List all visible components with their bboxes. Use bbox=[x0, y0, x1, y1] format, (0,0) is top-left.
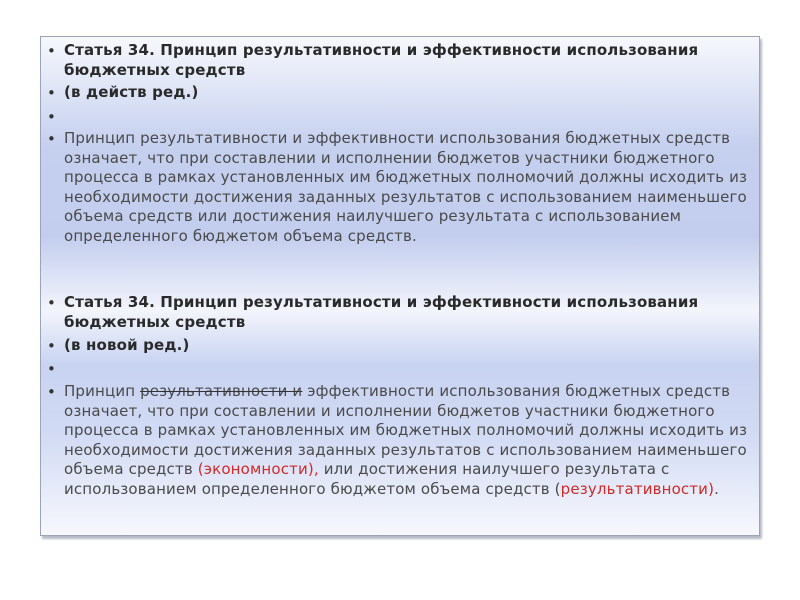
bullet-7-empty: • bbox=[47, 360, 56, 378]
article-heading-current: Статья 34. Принцип результативности и эффективности использования бюджетных средств bbox=[64, 41, 699, 79]
bullet-3-empty: • bbox=[47, 108, 56, 126]
bullet-8: • bbox=[47, 383, 56, 401]
principle-text-new-part2: эффективности использования бюджетных средств означает, что при составлении и исполнении бюджетов участники бюджетного процесса в рамках установленных им бюджетных полномочий должны исходить из необходимости достижения заданных результатов с использованием наименьшего объема средств bbox=[64, 382, 748, 478]
bullet-4: • bbox=[47, 130, 56, 148]
bullet-2: • bbox=[47, 84, 56, 102]
bullet-1: • bbox=[47, 42, 56, 60]
bullet-5: • bbox=[47, 294, 56, 312]
edition-label-current: (в действ ред.) bbox=[64, 83, 199, 101]
principle-text-new bbox=[64, 382, 754, 499]
article-heading-new: Статья 34. Принцип результативности и эффективности использования бюджетных средств bbox=[64, 293, 699, 331]
principle-text-new-part1: Принцип bbox=[64, 382, 141, 400]
principle-text-new-part3: или достижения наилучшего результата с использованием определенного бюджетом объема средств ( bbox=[64, 460, 670, 498]
text-panel bbox=[40, 36, 760, 536]
struck-out-text: результативности и bbox=[140, 382, 303, 400]
principle-text-new-part4: . bbox=[714, 479, 720, 498]
edition-label-new: (в новой ред.) bbox=[64, 336, 190, 354]
highlight-economy: (экономности), bbox=[197, 460, 319, 478]
bullet-6: • bbox=[47, 337, 56, 355]
principle-text-current: Принцип результативности и эффективности использования бюджетных средств означает, что при составлении и исполнении бюджетов участники бюджетного процесса в рамках установленных им бюджетных полномочий должны исходить из необходимости достижения заданных результатов с использованием наименьшего объема средств или достижения наилучшего результата с использованием определенного бюджетом объема средств. bbox=[64, 129, 748, 245]
highlight-effectiveness: результативности) bbox=[560, 479, 715, 498]
